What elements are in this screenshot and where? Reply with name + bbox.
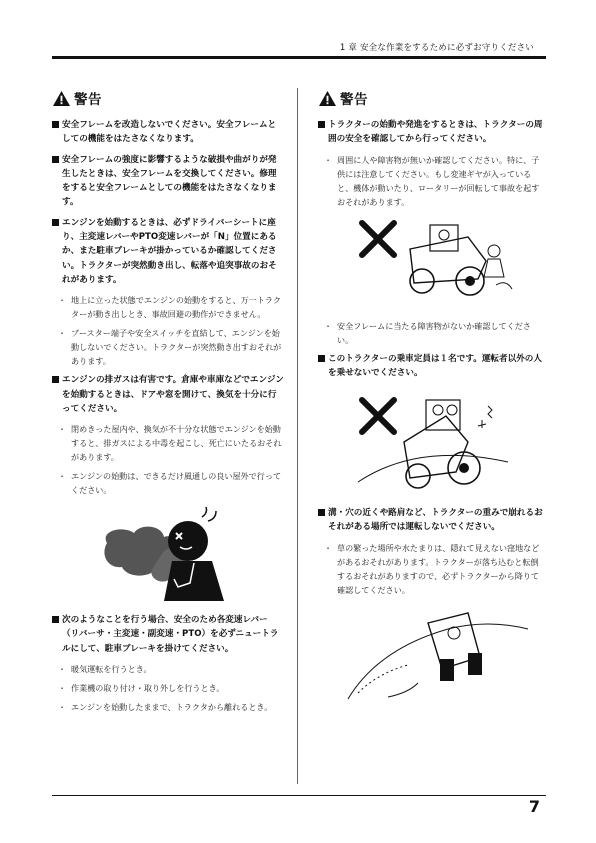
warning-item: このトラクターの乗車定員は１名です。運転者以外の人を乗せないでください。 — [318, 352, 546, 381]
warning-item: トラクターの始動や発進をするときは、トラクターの周囲の安全を確認してから行ってください。 — [318, 118, 546, 147]
bullet-item: ・ 作業機の取り付け・取り外しを行うとき。 — [52, 681, 284, 695]
warning-triangle-icon — [52, 90, 71, 107]
bullet-item: ・ エンジンの始動は、できるだけ風通しの良い屋外で行ってください。 — [52, 469, 284, 497]
warning-label: 警告 — [74, 92, 102, 108]
page-number: 7 — [528, 797, 540, 816]
roadside-edge-illustration — [318, 603, 546, 703]
warning-heading — [52, 88, 284, 108]
warning-label: 警告 — [340, 92, 368, 108]
exhaust-poisoning-illustration — [52, 503, 284, 601]
column-divider — [297, 88, 298, 784]
warning-triangle-icon — [318, 90, 337, 107]
warning-heading — [318, 88, 546, 108]
tractor-child-hazard-illustration — [318, 215, 546, 307]
bullet-item: ・ 地上に立った状態でエンジンの始動をすると、万一トラクターが動き出しとき、事故回避の動作ができません。 — [52, 293, 284, 321]
bullet-item: ・ 周囲に人や障害物が無いか確認してください。特に、子供には注意してください。もし変速ギヤが入っていると、機体が動いたり、ロータリーが回転して事故を起すおそれがあります。 — [318, 153, 546, 209]
warning-item: 安全フレームの強度に影響するような破損や曲がりが発生したときは、安全フレームを交換してください。修理をすると安全フレームとしての機能をはたさなくなります。 — [52, 153, 284, 210]
running-header: 1 章 安全な作業をするために必ずお守りください — [339, 43, 534, 53]
warning-item: エンジンを始動するときは、必ずドライバーシートに座り、主変速レバーやPTO変速レバーが「N」位置にあるか、また駐車ブレーキが掛かっているか確認してください。トラクターが突然動き出し、転落や追突事故のおそれがあります。 — [52, 216, 284, 287]
warning-item: 次のようなことを行う場合、安全のため各変速レバー（リバーサ・主変速・副変速・PTO）を必ずニュートラルにして、駐車ブレーキを掛けてください。 — [52, 613, 284, 656]
bullet-item: ・ エンジンを始動したままで、トラクタから離れるとき。 — [52, 700, 284, 714]
warning-item: 安全フレームを改造しないでください。安全フレームとしての機能をはたさなくなります。 — [52, 118, 284, 147]
bullet-item: ・ 暖気運転を行うとき。 — [52, 662, 284, 676]
left-column — [52, 88, 284, 719]
bullet-item: ・ 安全フレームに当たる障害物がないか確認してください。 — [318, 319, 546, 347]
header-rule — [52, 56, 546, 59]
footer-rule — [52, 795, 546, 796]
right-column — [318, 88, 546, 715]
bullet-item: ・ 閉めきった屋内や、換気が不十分な状態でエンジンを始動すると、排ガスによる中毒を起こし、死亡にいたるおそれがあります。 — [52, 422, 284, 464]
passenger-prohibited-illustration — [318, 386, 546, 494]
bullet-item: ・ ブースター端子や安全スイッチを直結して、エンジンを始動しないでください。トラクターが突然動き出すおそれがあります。 — [52, 326, 284, 368]
warning-item: 溝・穴の近くや路肩など、トラクターの重みで崩れるおそれがある場所では運転しないでください。 — [318, 506, 546, 535]
warning-item: エンジンの排ガスは有害です。倉庫や車庫などでエンジンを始動するときは、ドアや窓を開けて、換気を十分に行ってください。 — [52, 373, 284, 416]
bullet-item: ・ 草の繁った場所や水たまりは、隠れて見えない窪地などがあるおそれがあります。トラクターが落ち込むと転倒するおそれがありますので、必ずトラクターから降りて確認してください。 — [318, 541, 546, 597]
